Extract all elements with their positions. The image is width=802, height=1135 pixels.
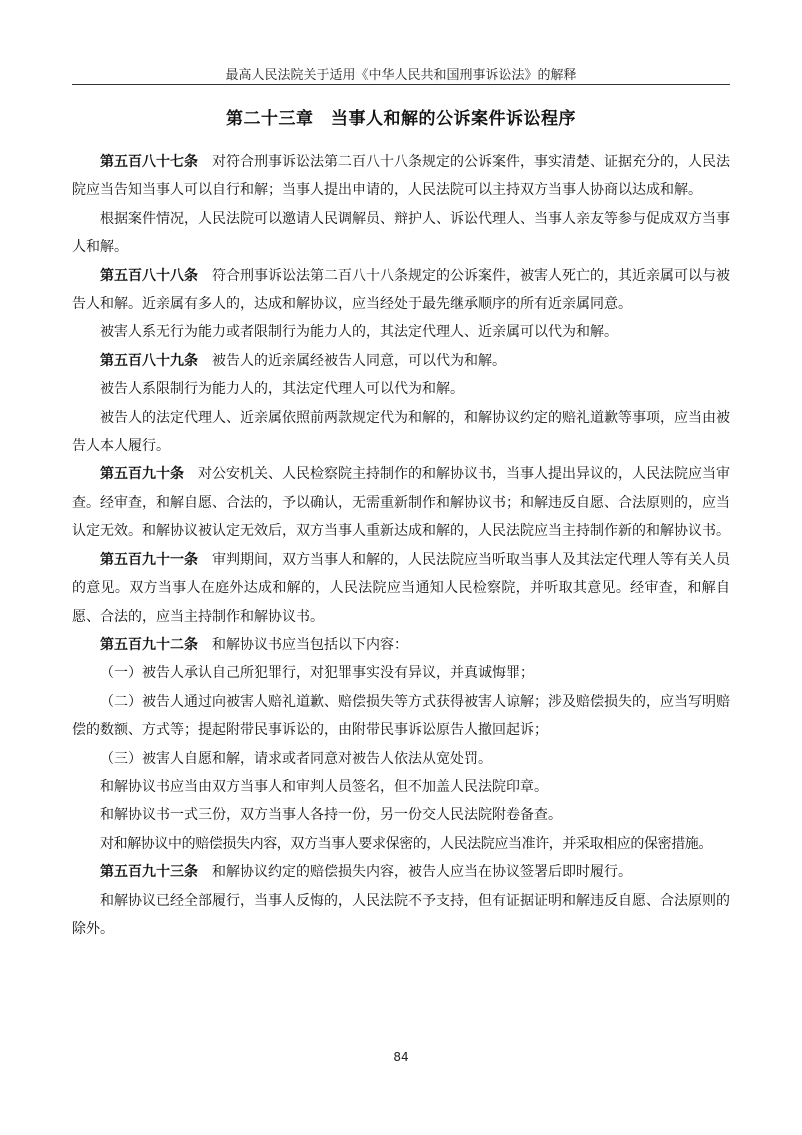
paragraph <box>72 318 730 346</box>
paragraph-text: 和解协议约定的赔偿损失内容，被告人应当在协议签署后即时履行。 <box>198 864 632 881</box>
article-number: 第五百九十三条 <box>100 864 198 881</box>
header-rule <box>72 84 730 85</box>
paragraph-590 <box>72 460 730 545</box>
paragraph-text: 对公安机关、人民检察院主持制作的和解协议书，当事人提出异议的，人民法院应当审查。经审查，和解自愿、合法的，予以确认，无需重新制作和解协议书；和解违反自愿、合法原则的，应当认定无效。和解协议被认定无效后，双方当事人重新达成和解的，人民法院应当主持制作新的和解协议书。 <box>72 466 730 540</box>
paragraph <box>72 375 730 403</box>
paragraph-text: 和解协议已经全部履行，当事人反悔的，人民法院不予支持，但有证据证明和解违反自愿、合法原则的除外。 <box>72 892 730 937</box>
paragraph-text: （二）被告人通过向被害人赔礼道歉、赔偿损失等方式获得被害人谅解；涉及赔偿损失的，应当写明赔偿的数额、方式等；提起附带民事诉讼的，由附带民事诉讼原告人撤回起诉； <box>72 693 730 739</box>
paragraph-593 <box>72 858 730 886</box>
paragraph-text: 和解协议书一式三份，双方当事人各持一份，另一份交人民法院附卷备查。 <box>100 807 562 824</box>
paragraph-587 <box>72 148 730 205</box>
article-number: 第五百八十八条 <box>100 267 198 284</box>
paragraph-text: 审判期间，双方当事人和解的，人民法院应当听取当事人及其法定代理人等有关人员的意见。双方当事人在庭外达成和解的，人民法院应当通知人民检察院，并听取其意见。经审查，和解自愿、合法的，应当主持制作和解协议书。 <box>72 551 730 625</box>
paragraph-589 <box>72 347 730 375</box>
paragraph-text: 被告人的法定代理人、近亲属依照前两款规定代为和解的，和解协议约定的赔礼道歉等事项，应当由被告人本人履行。 <box>72 409 730 455</box>
article-number: 第五百八十九条 <box>100 352 198 369</box>
paragraph-text: 对和解协议中的赔偿损失内容，双方当事人要求保密的，人民法院应当准许，并采取相应的保密措施。 <box>100 835 712 852</box>
article-number: 第五百九十二条 <box>100 636 198 653</box>
paragraph <box>72 830 730 858</box>
paragraph-text: （一）被告人承认自己所犯罪行，对犯罪事实没有异议，并真诚悔罪； <box>100 665 534 682</box>
paragraph-588 <box>72 262 730 319</box>
document-body <box>72 148 730 943</box>
paragraph-text: 被告人系限制行为能力人的，其法定代理人可以代为和解。 <box>100 381 464 398</box>
paragraph <box>72 887 730 944</box>
paragraph-text: 符合刑事诉讼法第二百八十八条规定的公诉案件，被害人死亡的，其近亲属可以与被告人和解。近亲属有多人的，达成和解协议，应当经处于最先继承顺序的所有近亲属同意。 <box>72 267 730 313</box>
paragraph <box>72 773 730 801</box>
paragraph <box>72 404 730 461</box>
paragraph-text: 和解协议书应当包括以下内容： <box>198 636 408 653</box>
paragraph-text: 和解协议书应当由双方当事人和审判人员签名，但不加盖人民法院印章。 <box>100 778 548 795</box>
list-item <box>72 745 730 773</box>
paragraph <box>72 801 730 829</box>
paragraph-text: 被告人的近亲属经被告人同意，可以代为和解。 <box>198 352 506 369</box>
paragraph-text: 根据案件情况，人民法院可以邀请人民调解员、辩护人、诉讼代理人、当事人亲友等参与促成双方当事人和解。 <box>72 210 730 256</box>
running-header: 最高人民法院关于适用《中华人民共和国刑事诉讼法》的解释 <box>225 68 577 83</box>
paragraph-text: 对符合刑事诉讼法第二百八十八条规定的公诉案件，事实清楚、证据充分的，人民法院应当告知当事人可以自行和解；当事人提出申请的，人民法院可以主持双方当事人协商以达成和解。 <box>72 154 730 199</box>
paragraph-591 <box>72 546 730 631</box>
list-item <box>72 659 730 687</box>
paragraph-text: （三）被害人自愿和解，请求或者同意对被告人依法从宽处罚。 <box>100 750 492 767</box>
paragraph-text: 被害人系无行为能力或者限制行为能力人的，其法定代理人、近亲属可以代为和解。 <box>100 324 618 341</box>
article-number: 第五百九十一条 <box>100 551 198 568</box>
page-number: 84 <box>393 1050 409 1064</box>
paragraph-592 <box>72 631 730 659</box>
article-number: 第五百九十条 <box>100 466 184 483</box>
article-number: 第五百八十七条 <box>100 154 198 170</box>
list-item <box>72 688 730 745</box>
paragraph <box>72 205 730 262</box>
chapter-title: 第二十三章 当事人和解的公诉案件诉讼程序 <box>226 109 576 129</box>
